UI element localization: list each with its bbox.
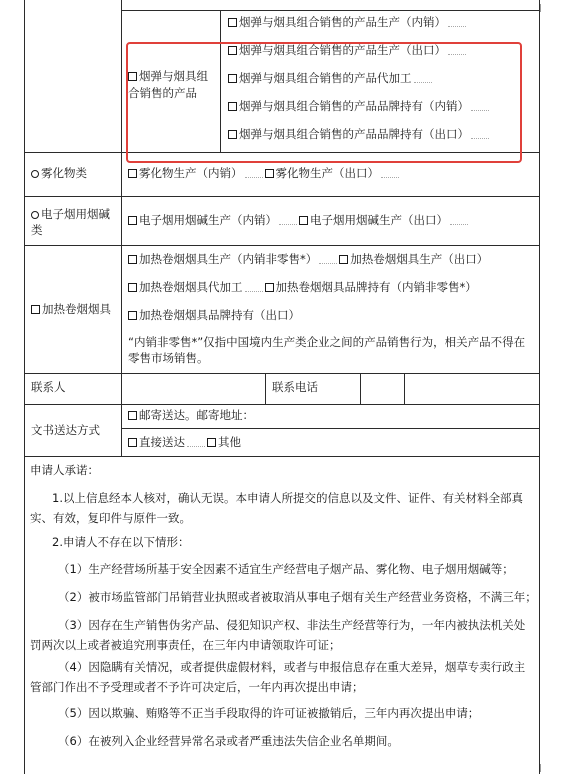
pledge-item-2: （2）被市场监管部门吊销营业执照或者被取消从事电子烟有关生产经营业务资格，不满三年； (58, 590, 537, 604)
checkbox[interactable] (128, 255, 137, 264)
nicotine-category-label[interactable]: 电子烟用烟碱类 (31, 207, 110, 237)
checkbox[interactable] (299, 216, 308, 225)
combo-option-5[interactable]: 烟弹与烟具组合销售的产品品牌持有（出口） (228, 127, 491, 141)
heated-options-row-2: 加热卷烟烟具代加工 加热卷烟烟具品牌持有（内销非零售*） (128, 280, 477, 294)
contact-label: 联系人 (31, 380, 66, 394)
radio-icon[interactable] (31, 211, 39, 219)
heated-options-row-3: 加热卷烟烟具品牌持有（出口） (128, 308, 300, 322)
heated-options-row-1: 加热卷烟烟具生产（内销非零售*） 加热卷烟烟具生产（出口） (128, 252, 488, 266)
combo-category-label[interactable]: 烟弹与烟具组合销售的产品 (128, 69, 208, 100)
pledge-item-6: （6）在被列入企业经营异常名录或者严重违法失信企业名单期间。 (58, 734, 399, 748)
atomized-category-label[interactable]: 雾化物类 (31, 166, 87, 180)
checkbox[interactable] (128, 438, 137, 447)
pledge-paragraph-1: 1.以上信息经本人核对，确认无误。本申请人所提交的信息以及文件、证件、有关材料全部真实、有效，复印件与原件一致。 (30, 491, 523, 525)
heated-category-label[interactable]: 加热卷烟烟具 (31, 302, 111, 316)
checkbox[interactable] (265, 169, 274, 178)
dotted-leader (448, 19, 466, 27)
delivery-label: 文书送达方式 (31, 423, 100, 437)
pledge-item-4: （4）因隐瞒有关情况，或者提供虚假材料，或者与申报信息存在重大差异，烟草专卖行政主管部门作出不予受理或者不予许可决定后，一年内再次提出申请； (30, 660, 526, 694)
checkbox[interactable] (128, 72, 137, 81)
combo-option-3[interactable]: 烟弹与烟具组合销售的产品代加工 (228, 71, 434, 85)
dotted-leader (245, 284, 263, 292)
delivery-mail-option[interactable]: 邮寄送达。邮寄地址： (128, 408, 254, 422)
dotted-leader (448, 47, 466, 55)
checkbox[interactable] (128, 216, 137, 225)
checkbox[interactable] (228, 74, 237, 83)
pledge-item-1: （1）生产经营场所基于安全因素不适宜生产经营电子烟产品、雾化物、电子烟用烟碱等； (58, 562, 514, 576)
checkbox[interactable] (228, 46, 237, 55)
combo-option-4[interactable]: 烟弹与烟具组合销售的产品品牌持有（内销） (228, 99, 491, 113)
nicotine-options: 电子烟用烟碱生产（内销） 电子烟用烟碱生产（出口） (128, 213, 470, 227)
contact-phone-label: 联系电话 (272, 380, 318, 394)
checkbox[interactable] (31, 305, 40, 314)
checkbox[interactable] (228, 102, 237, 111)
dotted-leader (471, 131, 489, 139)
atomized-options: 雾化物生产（内销） 雾化物生产（出口） (128, 166, 401, 180)
checkbox[interactable] (128, 283, 137, 292)
dotted-leader (381, 170, 399, 178)
delivery-other-options: 直接送达 其他 (128, 435, 241, 449)
checkbox[interactable] (128, 169, 137, 178)
dotted-leader (187, 439, 205, 447)
checkbox[interactable] (339, 255, 348, 264)
contact-name-field[interactable] (128, 382, 258, 398)
checkbox[interactable] (207, 438, 216, 447)
radio-icon[interactable] (31, 170, 39, 178)
dotted-leader (279, 217, 297, 225)
heated-note: “内销非零售*”仅指中国境内生产类企业之间的产品销售行为，相关产品不得在零售市场销售。 (128, 335, 526, 365)
checkbox[interactable] (228, 18, 237, 27)
pledge-item-3: （3）因存在生产销售伪劣产品、侵犯知识产权、非法生产经营等行为，一年内被执法机关处罚两次以上或者被追究刑事责任，在三年内申请领取许可证； (30, 618, 526, 652)
combo-option-1[interactable]: 烟弹与烟具组合销售的产品生产（内销） (228, 15, 468, 29)
dotted-leader (414, 75, 432, 83)
dotted-leader (319, 256, 337, 264)
combo-option-2[interactable]: 烟弹与烟具组合销售的产品生产（出口） (228, 43, 468, 57)
pledge-paragraph-2: 2.申请人不存在以下情形： (52, 535, 190, 549)
form-page (24, 0, 540, 774)
dotted-leader (471, 103, 489, 111)
pledge-item-5: （5）因以欺骗、贿赂等不正当手段取得的许可证被撤销后，三年内再次提出申请； (58, 706, 480, 720)
checkbox[interactable] (228, 130, 237, 139)
contact-phone-field[interactable] (410, 382, 534, 398)
dotted-leader (450, 217, 468, 225)
checkbox[interactable] (128, 311, 137, 320)
checkbox[interactable] (128, 411, 137, 420)
dotted-leader (245, 170, 263, 178)
checkbox[interactable] (265, 283, 274, 292)
pledge-title: 申请人承诺： (30, 463, 99, 477)
